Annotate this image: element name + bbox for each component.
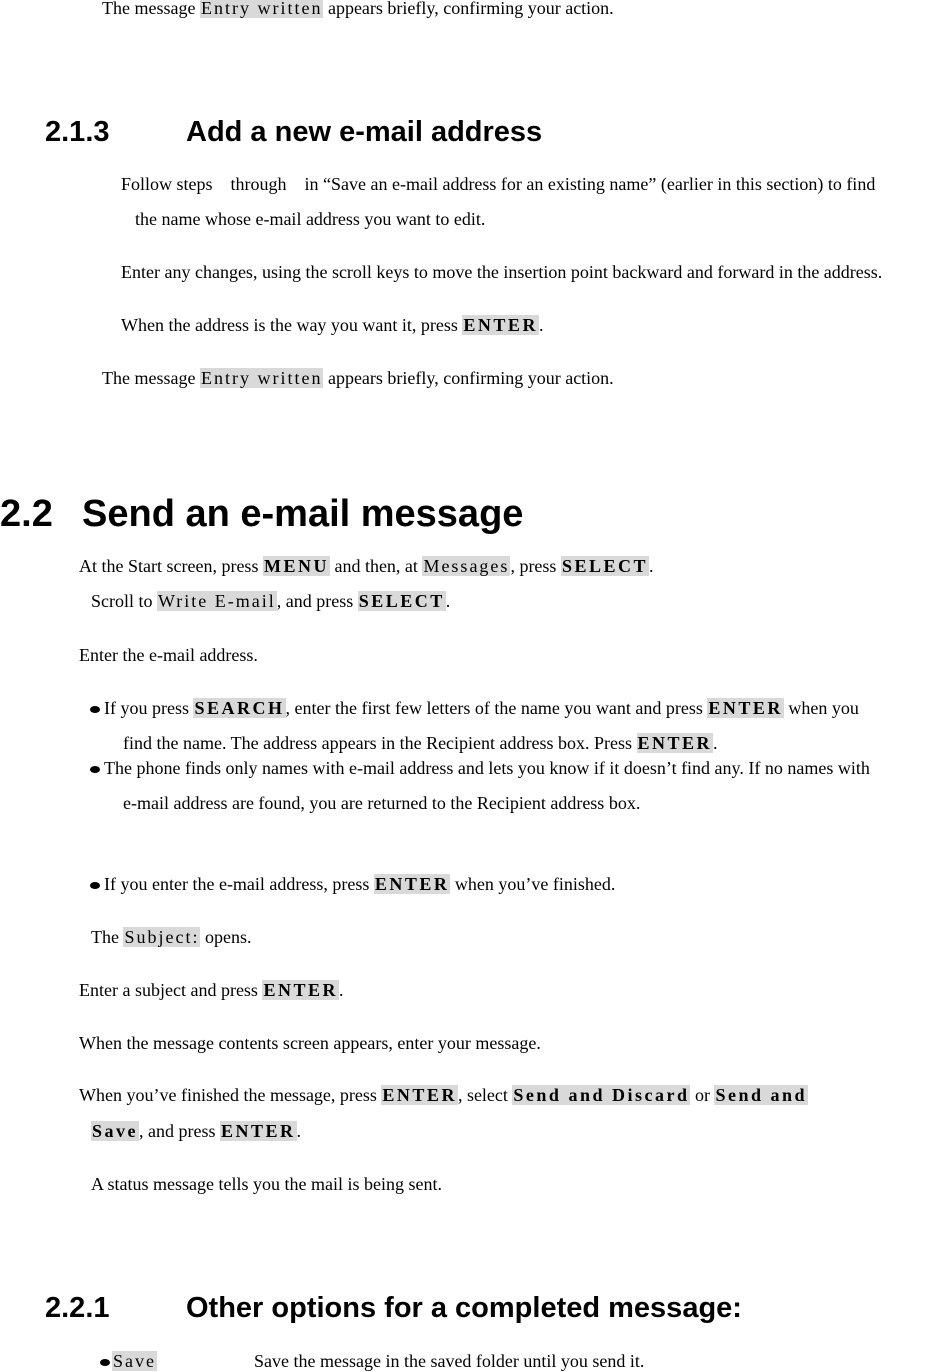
send-and-save-option: Save bbox=[92, 1121, 138, 1141]
section-number: 2.2 bbox=[0, 493, 53, 535]
enter-key: ENTER bbox=[637, 733, 713, 753]
bullet-icon bbox=[90, 882, 100, 889]
display-text: Messages bbox=[423, 556, 510, 576]
step-text: At the Start screen, press MENU and then, at Messages, press SELECT. bbox=[79, 556, 654, 576]
enter-key: ENTER bbox=[382, 1085, 457, 1105]
select-key: SELECT bbox=[561, 556, 648, 576]
step-text: When the address is the way you want it, press ENTER. bbox=[121, 315, 544, 335]
bullet-item: If you press SEARCH, enter the first few letters of the name you want and press ENTER when you bbox=[90, 697, 859, 719]
section-title: Other options for a completed message: bbox=[186, 1292, 742, 1324]
bullet-item-cont: e-mail address are found, you are returned to the Recipient address box. bbox=[123, 793, 641, 813]
bullet-icon bbox=[90, 766, 100, 773]
step-text: When you’ve finished the message, press ENTER, select Send and Discard or Send and bbox=[79, 1085, 808, 1105]
display-text: Entry written bbox=[200, 0, 323, 18]
display-text: Entry written bbox=[200, 368, 323, 388]
bullet-item: If you enter the e-mail address, press ENTER when you’ve finished. bbox=[90, 873, 615, 895]
confirmation-line-top: The message Entry written appears briefly, confirming your action. bbox=[102, 0, 614, 18]
step-text: Enter the e-mail address. bbox=[79, 645, 258, 665]
select-key: SELECT bbox=[358, 591, 445, 611]
section-title: Send an e-mail message bbox=[82, 493, 524, 535]
step-text: The Subject: opens. bbox=[91, 927, 252, 947]
save-option: Save bbox=[113, 1351, 156, 1371]
bullet-item-cont: find the name. The address appears in the Recipient address box. Press ENTER. bbox=[123, 733, 718, 753]
enter-key: ENTER bbox=[463, 315, 538, 335]
bullet-icon bbox=[90, 706, 100, 713]
step-text-cont: Save, and press ENTER. bbox=[92, 1121, 301, 1141]
send-and-save-option: Send and bbox=[715, 1085, 808, 1105]
option-description: Save the message in the saved folder until you send it. bbox=[254, 1351, 645, 1371]
section-heading-2-1-3 bbox=[45, 115, 543, 149]
step-text: Enter any changes, using the scroll keys to move the insertion point backward and forward in the address. bbox=[121, 262, 883, 282]
search-key: SEARCH bbox=[194, 698, 285, 718]
step-text-cont: the name whose e-mail address you want to edit. bbox=[135, 209, 486, 229]
enter-key: ENTER bbox=[263, 980, 338, 1000]
status-note: A status message tells you the mail is being sent. bbox=[91, 1174, 442, 1194]
display-text: Subject: bbox=[124, 927, 200, 947]
enter-key: ENTER bbox=[374, 874, 450, 894]
step-text: Scroll to Write E-mail, and press SELECT. bbox=[91, 591, 451, 611]
section-number: 2.1.3 bbox=[45, 116, 110, 148]
send-and-discard-option: Send and Discard bbox=[513, 1085, 690, 1105]
option-item bbox=[100, 1350, 157, 1372]
step-text: When the message contents screen appears, enter your message. bbox=[79, 1033, 541, 1053]
enter-key: ENTER bbox=[220, 1121, 296, 1141]
step-text: Follow steps through in “Save an e-mail address for an existing name” (earlier in this section) to find bbox=[121, 174, 876, 194]
section-heading-2-2 bbox=[0, 492, 524, 536]
bullet-item: The phone finds only names with e-mail address and lets you know if it doesn’t find any. If no names with bbox=[90, 757, 870, 779]
confirmation-line: The message Entry written appears briefly, confirming your action. bbox=[102, 368, 614, 388]
section-number: 2.2.1 bbox=[45, 1292, 110, 1324]
section-heading-2-2-1 bbox=[45, 1291, 742, 1325]
enter-key: ENTER bbox=[708, 698, 783, 718]
display-text: Write E-mail bbox=[158, 591, 276, 611]
bullet-icon bbox=[100, 1359, 110, 1366]
section-title: Add a new e-mail address bbox=[186, 116, 543, 148]
step-text: Enter a subject and press ENTER. bbox=[79, 980, 344, 1000]
menu-key: MENU bbox=[263, 556, 329, 576]
